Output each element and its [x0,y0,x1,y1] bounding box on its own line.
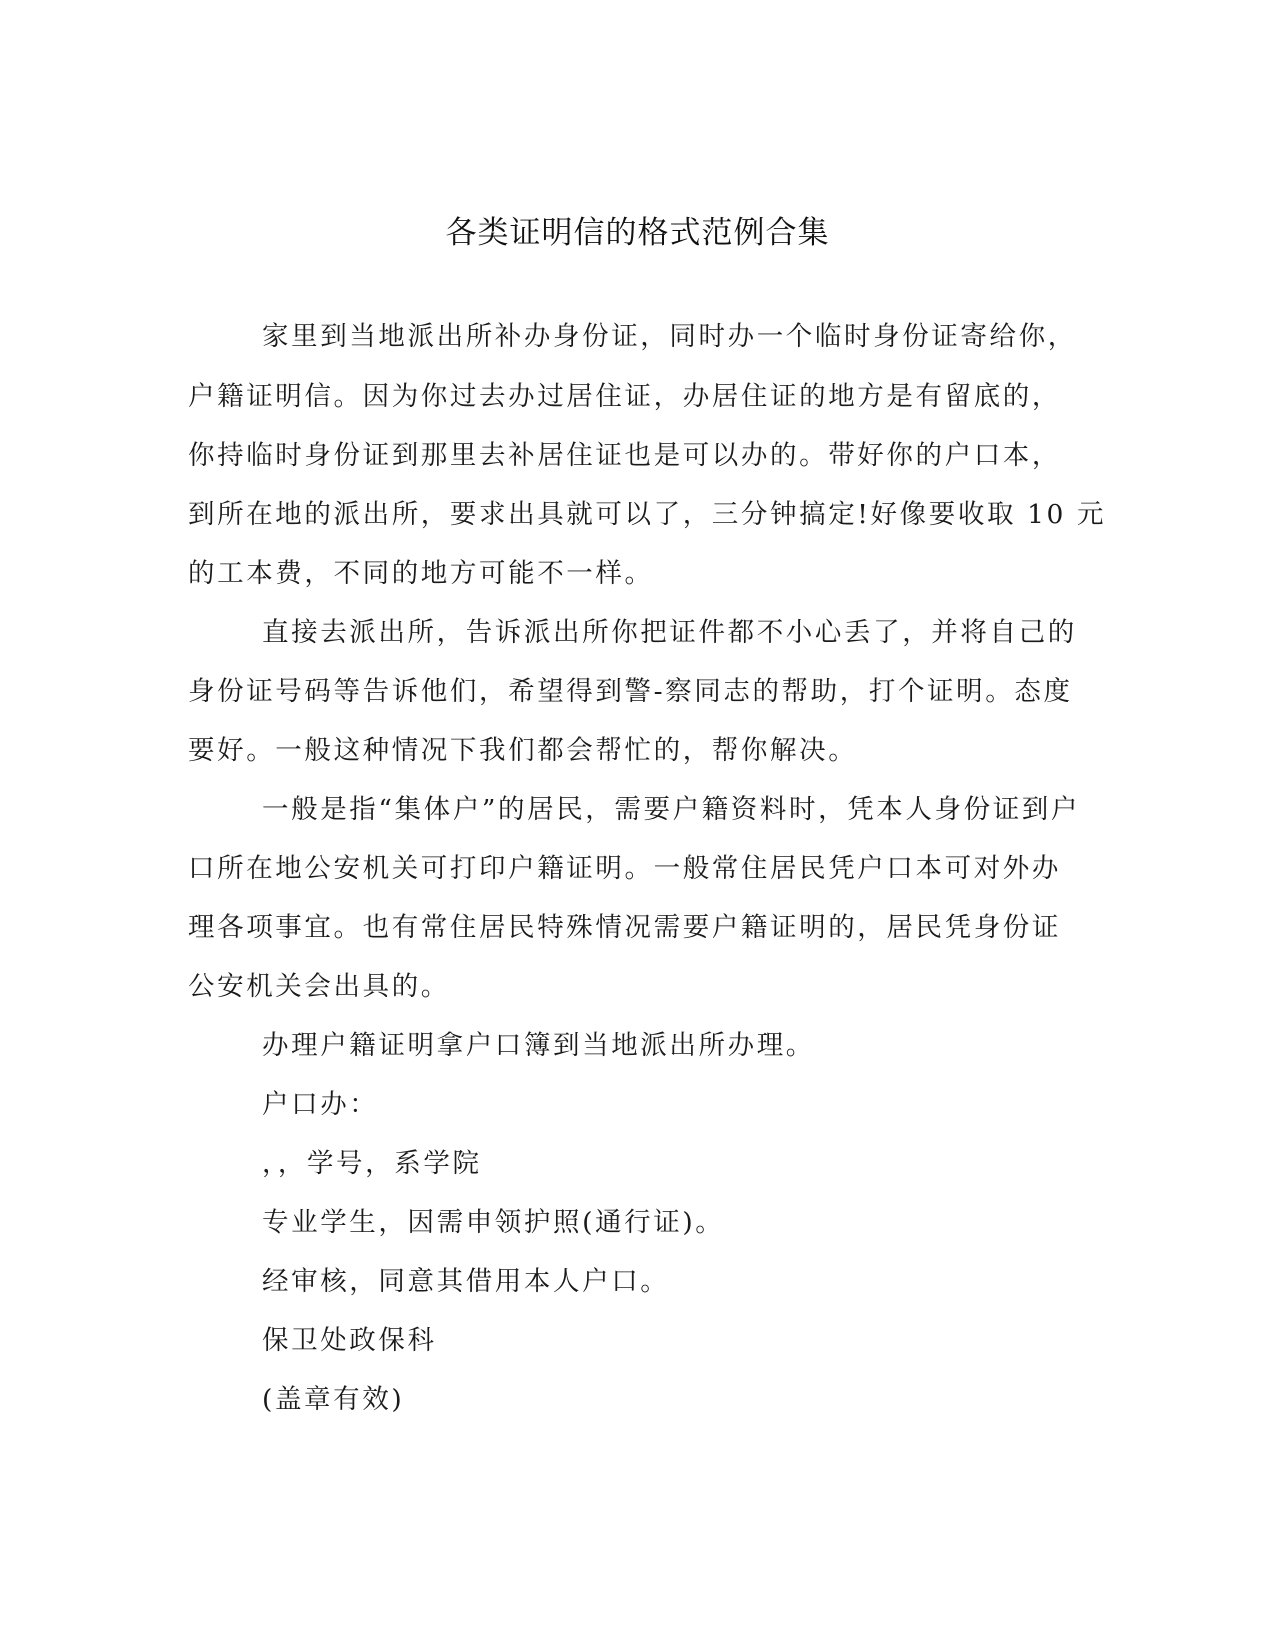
paragraph-1-line-5: 的工本费，不同的地方可能不一样。 [188,558,654,589]
letter-salutation: 户口办： [262,1089,379,1120]
letter-issuer: 保卫处政保科 [262,1325,437,1356]
paragraph-1-line-3: 你持临时身份证到那里去补居住证也是可以办的。带好你的户口本， [188,440,1061,471]
letter-student-info: ，，学号，系学院 [262,1148,482,1179]
paragraph-2-line-2: 身份证号码等告诉他们，希望得到警-察同志的帮助，打个证明。态度 [188,676,1073,707]
paragraph-2-line-3: 要好。一般这种情况下我们都会帮忙的，帮你解决。 [188,735,858,766]
paragraph-3-line-2: 口所在地公安机关可打印户籍证明。一般常住居民凭户口本可对外办 [188,853,1061,884]
paragraph-3-line-1: 一般是指“集体户”的居民，需要户籍资料时，凭本人身份证到户 [262,794,1080,825]
paragraph-3-line-4: 公安机关会出具的。 [188,971,450,1002]
letter-approval: 经审核，同意其借用本人户口。 [262,1266,670,1297]
paragraph-4: 办理户籍证明拿户口簿到当地派出所办理。 [262,1030,815,1061]
document-title: 各类证明信的格式范例合集 [445,215,830,251]
paragraph-2-line-1: 直接去派出所，告诉派出所你把证件都不小心丢了，并将自己的 [262,617,1077,648]
paragraph-1-line-2: 户籍证明信。因为你过去办过居住证，办居住证的地方是有留底的， [188,381,1061,412]
paragraph-3-line-3: 理各项事宜。也有常住居民特殊情况需要户籍证明的，居民凭身份证 [188,912,1061,943]
paragraph-1-line-4: 到所在地的派出所，要求出具就可以了，三分钟搞定!好像要收取 10 元 [188,499,1107,530]
letter-purpose: 专业学生，因需申领护照(通行证)。 [262,1207,725,1238]
paragraph-1-line-1: 家里到当地派出所补办身份证，同时办一个临时身份证寄给你， [262,321,1077,352]
letter-stamp-note: (盖章有效) [262,1384,405,1415]
